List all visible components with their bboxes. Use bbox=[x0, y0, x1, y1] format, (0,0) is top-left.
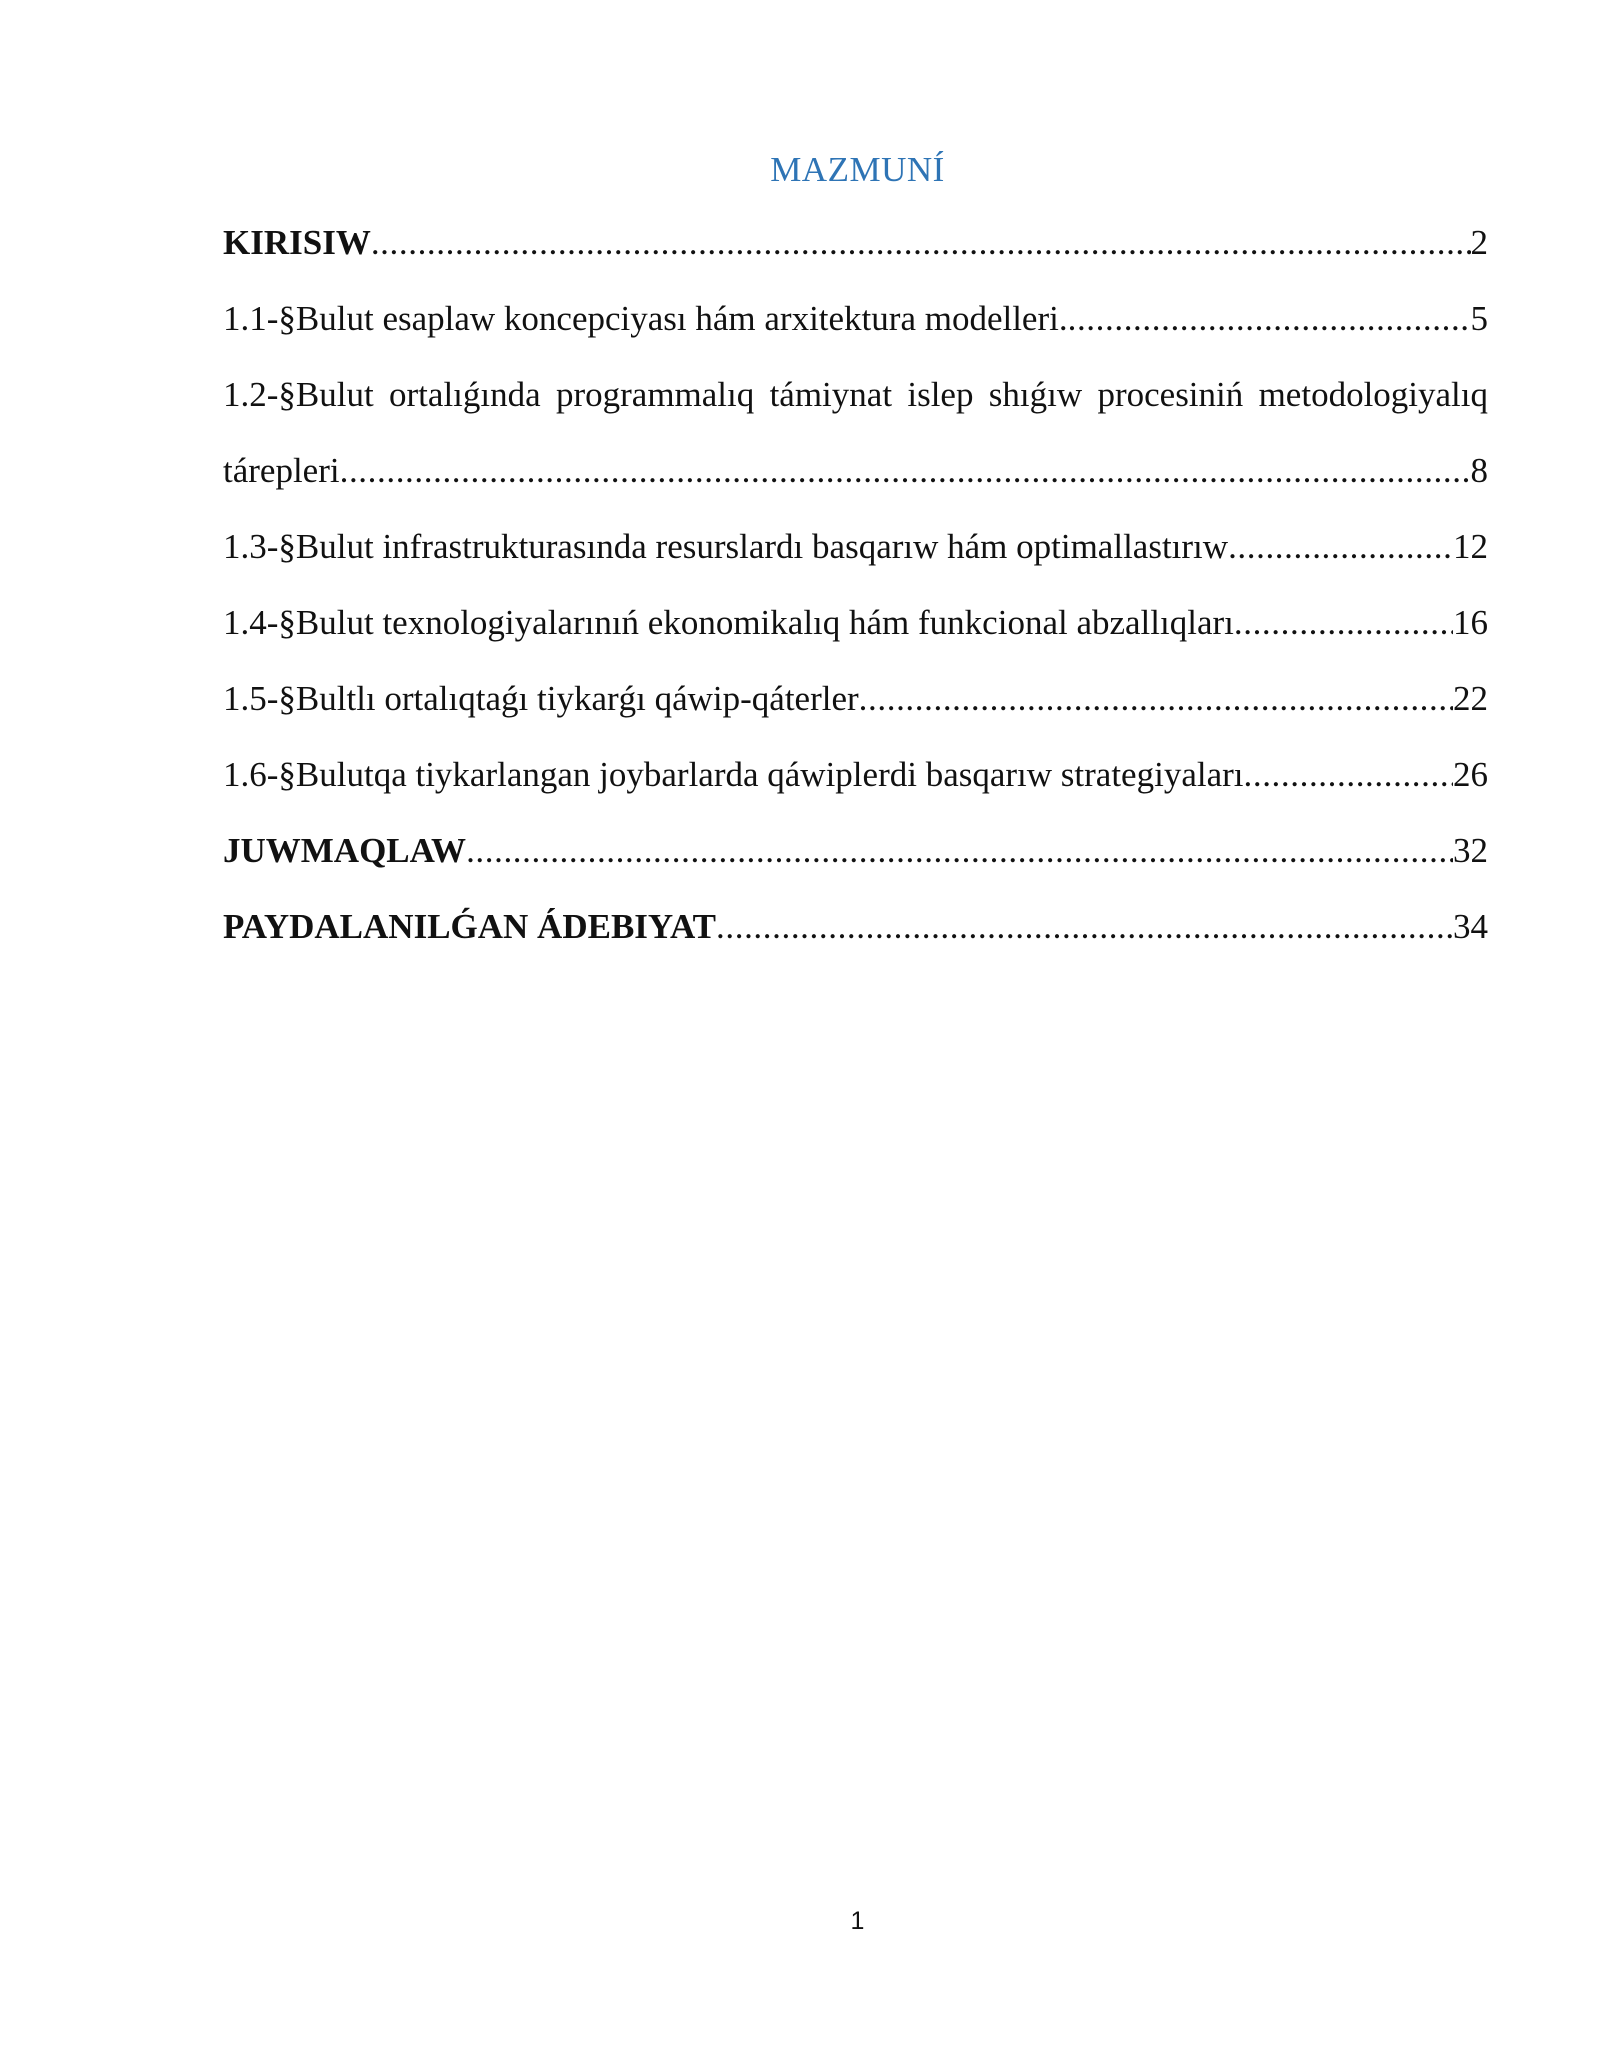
toc-entry-1-5[interactable] bbox=[223, 661, 1488, 737]
toc-dot-leader bbox=[1234, 585, 1453, 661]
toc-entry-title-line1: 1.2-§Bulut ortalıǵında programmalıq támiynat islep shıǵıw procesiniń metodologiyalıq bbox=[223, 375, 1488, 414]
toc-entry-title: 1.1-§Bulut esaplaw koncepciyası hám arxitektura modelleri. bbox=[223, 299, 1068, 338]
toc-dot-leader bbox=[1228, 509, 1453, 585]
toc-entry-1-3[interactable] bbox=[223, 509, 1488, 585]
toc-entry-title: 1.3-§Bulut infrastrukturasında resurslardı basqarıw hám optimallastırıw bbox=[223, 527, 1229, 566]
toc-dot-leader bbox=[716, 889, 1453, 965]
toc-entry-title: 1.4-§Bulut texnologiyalarınıń ekonomikalıq hám funkcional abzallıqları bbox=[223, 603, 1234, 642]
page-number: 1 bbox=[850, 1907, 865, 1935]
toc-dot-leader bbox=[1244, 737, 1454, 813]
toc-entry-1-4[interactable] bbox=[223, 585, 1488, 661]
toc-entry-page-number: 34 bbox=[1453, 907, 1488, 946]
toc-dot-leader bbox=[371, 205, 1471, 281]
toc-dot-leader bbox=[466, 813, 1453, 889]
toc-entry-page-number: 16 bbox=[1453, 603, 1488, 642]
toc-dot-leader bbox=[1068, 281, 1471, 357]
toc-entry-juwmaqlaw[interactable] bbox=[223, 813, 1488, 889]
toc-entry-1-2[interactable] bbox=[223, 357, 1488, 509]
toc-entry-page-number: 8 bbox=[1470, 451, 1488, 490]
toc-entry-title: 1.5-§Bultlı ortalıqtaǵı tiykarǵı qáwip-qáterler bbox=[223, 679, 859, 718]
toc-dot-leader bbox=[340, 433, 1471, 509]
toc-heading: MAZMUNÍ bbox=[770, 150, 945, 189]
toc-entry-page-number: 22 bbox=[1453, 679, 1488, 718]
toc-entry-page-number: 2 bbox=[1470, 223, 1488, 262]
table-of-contents bbox=[223, 205, 1488, 965]
toc-entry-page-number: 26 bbox=[1453, 755, 1488, 794]
toc-entry-paydalanilgan-adebiyat[interactable] bbox=[223, 889, 1488, 965]
toc-dot-leader bbox=[859, 661, 1453, 737]
toc-entry-1-6[interactable] bbox=[223, 737, 1488, 813]
toc-entry-kirisiw[interactable] bbox=[223, 205, 1488, 281]
toc-entry-title: KIRISIW bbox=[223, 223, 371, 262]
toc-entry-page-number: 32 bbox=[1453, 831, 1488, 870]
toc-entry-title: 1.6-§Bulutqa tiykarlangan joybarlarda qáwiplerdi basqarıw strategiyaları bbox=[223, 755, 1244, 794]
toc-entry-1-1[interactable] bbox=[223, 281, 1488, 357]
toc-entry-page-number: 5 bbox=[1470, 299, 1488, 338]
toc-entry-page-number: 12 bbox=[1453, 527, 1488, 566]
toc-entry-title: PAYDALANILǴAN ÁDEBIYAT bbox=[223, 907, 717, 946]
toc-entry-title-line2: tárepleri bbox=[223, 451, 340, 490]
toc-entry-title: JUWMAQLAW bbox=[223, 831, 467, 870]
